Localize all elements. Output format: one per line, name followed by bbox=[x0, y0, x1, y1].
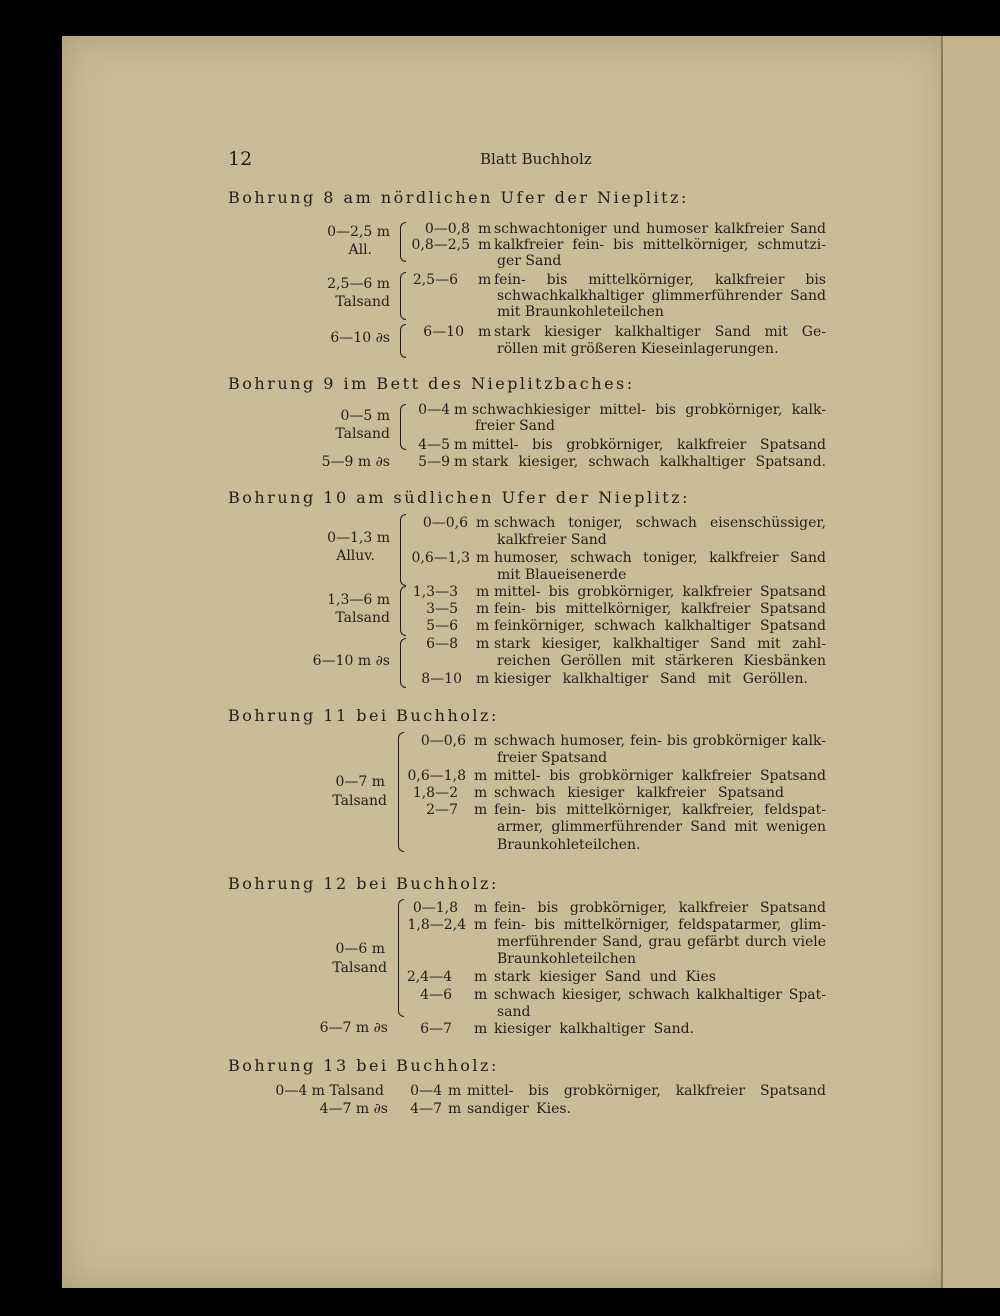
layer-row: schwachkalkhaltiger glimmerführender Sand bbox=[497, 288, 826, 304]
section-heading: Bohrung 8 am nördlichen Ufer der Nieplitz: bbox=[228, 188, 689, 207]
stratum-unit: Talsand bbox=[335, 294, 390, 310]
layer-row: 0—4 m schwachkiesiger mittel- bis grobkörniger, kalk- bbox=[418, 402, 826, 418]
layer-row: 5—6 m feinkörniger, schwach kalkhaltiger Spatsand bbox=[426, 618, 826, 634]
stratum-depth: 2,5—6 m bbox=[327, 276, 390, 292]
stratum-depth: 0—5 m bbox=[340, 408, 390, 424]
layer-row: 4—6 m schwach kiesiger, schwach kalkhaltiger Spat- bbox=[420, 987, 826, 1003]
stratum-unit: Talsand bbox=[335, 426, 390, 442]
stratum-depth: 5—9 m ∂s bbox=[321, 454, 390, 470]
page-number: 12 bbox=[228, 148, 253, 170]
layer-row: kalkfreier Sand bbox=[497, 532, 607, 548]
stratum-unit: Alluv. bbox=[336, 548, 375, 564]
layer-row: 6—10 m stark kiesiger kalkhaltiger Sand mit Ge- bbox=[423, 324, 826, 340]
layer-row: 6—8 m stark kiesiger, kalkhaltiger Sand mit zahl- bbox=[426, 636, 826, 652]
layer-row: 1,8—2,4 m fein- bis mittelkörniger, feldspatarmer, glim- bbox=[407, 917, 826, 933]
layer-row: 4—7 m sandiger Kies. bbox=[410, 1101, 571, 1117]
layer-row: Braunkohleteilchen bbox=[497, 951, 637, 967]
layer-row: 5—9 m stark kiesiger, schwach kalkhaltiger Spatsand. bbox=[418, 454, 826, 470]
layer-row: 1,8—2 m schwach kiesiger kalkfreier Spatsand bbox=[412, 785, 784, 801]
section-heading: Bohrung 13 bei Buchholz: bbox=[228, 1056, 499, 1075]
layer-row: 0—4 m mittel- bis grobkörniger, kalkfreier Spatsand bbox=[410, 1083, 826, 1099]
stratum-unit: All. bbox=[348, 242, 372, 258]
layer-row: freier Spatsand bbox=[497, 750, 608, 766]
stratum-unit: Talsand bbox=[332, 960, 387, 976]
layer-row: reichen Geröllen mit stärkeren Kiesbänken bbox=[497, 653, 826, 669]
layer-row: 1,3—3 m mittel- bis grobkörniger, kalkfreier Spatsand bbox=[412, 584, 826, 600]
stratum-depth: 0—4 m Talsand bbox=[275, 1083, 384, 1099]
section-heading: Bohrung 9 im Bett des Nieplitzbaches: bbox=[228, 374, 635, 393]
stratum-depth: 0—7 m bbox=[335, 774, 385, 790]
section-heading: Bohrung 12 bei Buchholz: bbox=[228, 874, 499, 893]
layer-row: 3—5 m fein- bis mittelkörniger, kalkfreier Spatsand bbox=[426, 601, 826, 617]
layer-row: 2,4—4 m stark kiesiger Sand und Kies bbox=[406, 969, 716, 985]
stratum-unit: Talsand bbox=[332, 793, 387, 809]
section-heading: Bohrung 10 am südlichen Ufer der Nieplitz: bbox=[228, 488, 691, 507]
stratum-depth: 6—10 ∂s bbox=[330, 330, 390, 346]
layer-row: 0—0,6 m schwach humoser, fein- bis grobkörniger kalk- bbox=[420, 733, 826, 749]
layer-row: merführender Sand, grau gefärbt durch viele bbox=[497, 934, 826, 950]
layer-row: röllen mit größeren Kieseinlagerungen. bbox=[497, 341, 779, 357]
layer-row: freier Sand bbox=[475, 418, 555, 434]
layer-row: ger Sand bbox=[497, 253, 562, 269]
stratum-depth: 0—1,3 m bbox=[327, 530, 390, 546]
stratum-depth: 6—7 m ∂s bbox=[319, 1020, 388, 1036]
section-heading: Bohrung 11 bei Buchholz: bbox=[228, 706, 499, 725]
stratum-depth: 6—10 m ∂s bbox=[312, 653, 390, 669]
stratum-depth: 1,3—6 m bbox=[327, 592, 390, 608]
layer-row: 0,6—1,3 m humoser, schwach toniger, kalkfreier Sand bbox=[411, 550, 826, 566]
stratum-depth: 4—7 m ∂s bbox=[319, 1101, 388, 1117]
layer-row: mit Blaueisenerde bbox=[497, 567, 627, 583]
layer-row: 8—10 m kiesiger kalkhaltiger Sand mit Geröllen. bbox=[421, 671, 808, 687]
stratum-unit: Talsand bbox=[335, 610, 390, 626]
layer-row: sand bbox=[497, 1004, 531, 1020]
stratum-depth: 0—6 m bbox=[335, 941, 385, 957]
layer-row: 0,8—2,5 m kalkfreier fein- bis mittelkörniger, schmutzi- bbox=[411, 237, 826, 253]
layer-row: 0—0,8 m schwachtoniger und humoser kalkfreier Sand bbox=[424, 221, 826, 237]
layer-row: 0—1,8 m fein- bis grobkörniger, kalkfreier Spatsand bbox=[412, 900, 826, 916]
layer-row: Braunkohleteilchen. bbox=[497, 837, 641, 853]
layer-row: 2,5—6 m fein- bis mittelkörniger, kalkfreier bis bbox=[412, 272, 826, 288]
layer-row: 4—5 m mittel- bis grobkörniger, kalkfreier Spatsand bbox=[418, 437, 826, 453]
layer-row: 6—7 m kiesiger kalkhaltiger Sand. bbox=[420, 1021, 694, 1037]
running-head: Blatt Buchholz bbox=[480, 150, 592, 168]
layer-row: 0,6—1,8 m mittel- bis grobkörniger kalkfreier Spatsand bbox=[407, 768, 826, 784]
layer-row: mit Braunkohleteilchen bbox=[497, 304, 664, 320]
layer-row: armer, glimmerführender Sand mit wenigen bbox=[497, 819, 826, 835]
layer-row: 2—7 m fein- bis mittelkörniger, kalkfreier, feldspat- bbox=[426, 802, 826, 818]
layer-row: 0—0,6 m schwach toniger, schwach eisenschüssiger, bbox=[422, 515, 826, 531]
stratum-depth: 0—2,5 m bbox=[327, 224, 390, 240]
